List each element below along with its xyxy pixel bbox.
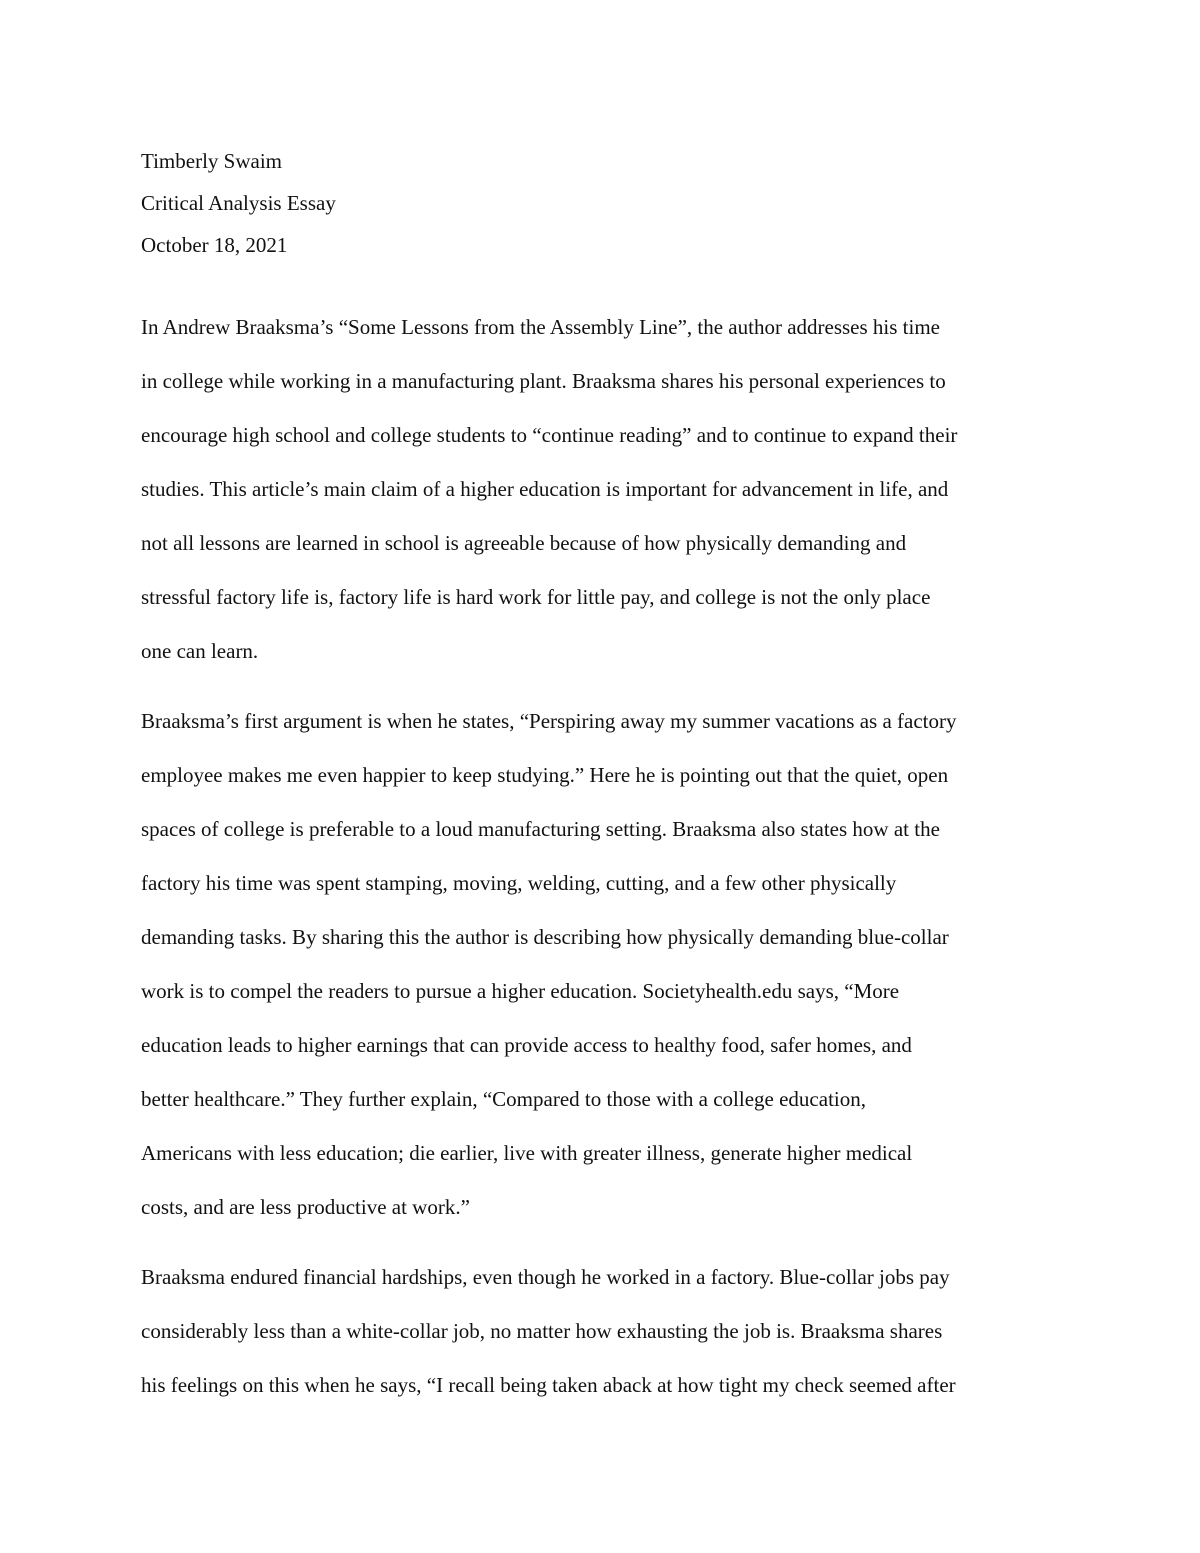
text-line: factory his time was spent stamping, moving, welding, cutting, and a few other physically xyxy=(141,871,897,895)
text-line: work is to compel the readers to pursue a higher education. Societyhealth.edu says, “More xyxy=(141,979,900,1003)
text-line: considerably less than a white-collar job, no matter how exhausting the job is. Braaksma shares xyxy=(141,1319,943,1343)
text-line: Braaksma’s first argument is when he states, “Perspiring away my summer vacations as a factory xyxy=(141,709,957,733)
text-line: not all lessons are learned in school is agreeable because of how physically demanding and xyxy=(141,531,907,555)
essay-header xyxy=(141,140,1061,266)
text-line: In Andrew Braaksma’s “Some Lessons from the Assembly Line”, the author addresses his time xyxy=(141,315,941,339)
essay-body xyxy=(141,300,1061,1428)
text-line: encourage high school and college students to “continue reading” and to continue to expand their xyxy=(141,423,958,447)
essay-type: Critical Analysis Essay xyxy=(141,191,336,215)
text-line: his feelings on this when he says, “I recall being taken aback at how tight my check seemed after xyxy=(141,1373,956,1397)
text-line: better healthcare.” They further explain, “Compared to those with a college education, xyxy=(141,1087,866,1111)
text-line: employee makes me even happier to keep studying.” Here he is pointing out that the quiet, open xyxy=(141,763,949,787)
text-line: stressful factory life is, factory life is hard work for little pay, and college is not the only place xyxy=(141,585,931,609)
text-line: studies. This article’s main claim of a higher education is important for advancement in life, and xyxy=(141,477,949,501)
text-line: one can learn. xyxy=(141,639,259,663)
paragraph-intro xyxy=(141,300,1061,678)
text-line: spaces of college is preferable to a loud manufacturing setting. Braaksma also states how at the xyxy=(141,817,940,841)
paragraph-first-argument xyxy=(141,694,1061,1234)
text-line: Braaksma endured financial hardships, even though he worked in a factory. Blue-collar jobs pay xyxy=(141,1265,950,1289)
text-line: education leads to higher earnings that can provide access to healthy food, safer homes, and xyxy=(141,1033,912,1057)
text-line: costs, and are less productive at work.” xyxy=(141,1195,470,1219)
text-line: Americans with less education; die earlier, live with greater illness, generate higher medical xyxy=(141,1141,913,1165)
paragraph-financial-hardship xyxy=(141,1250,1061,1412)
text-line: demanding tasks. By sharing this the author is describing how physically demanding blue-collar xyxy=(141,925,949,949)
text-line: in college while working in a manufacturing plant. Braaksma shares his personal experiences to xyxy=(141,369,946,393)
author-name: Timberly Swaim xyxy=(141,149,282,173)
essay-date: October 18, 2021 xyxy=(141,233,288,257)
